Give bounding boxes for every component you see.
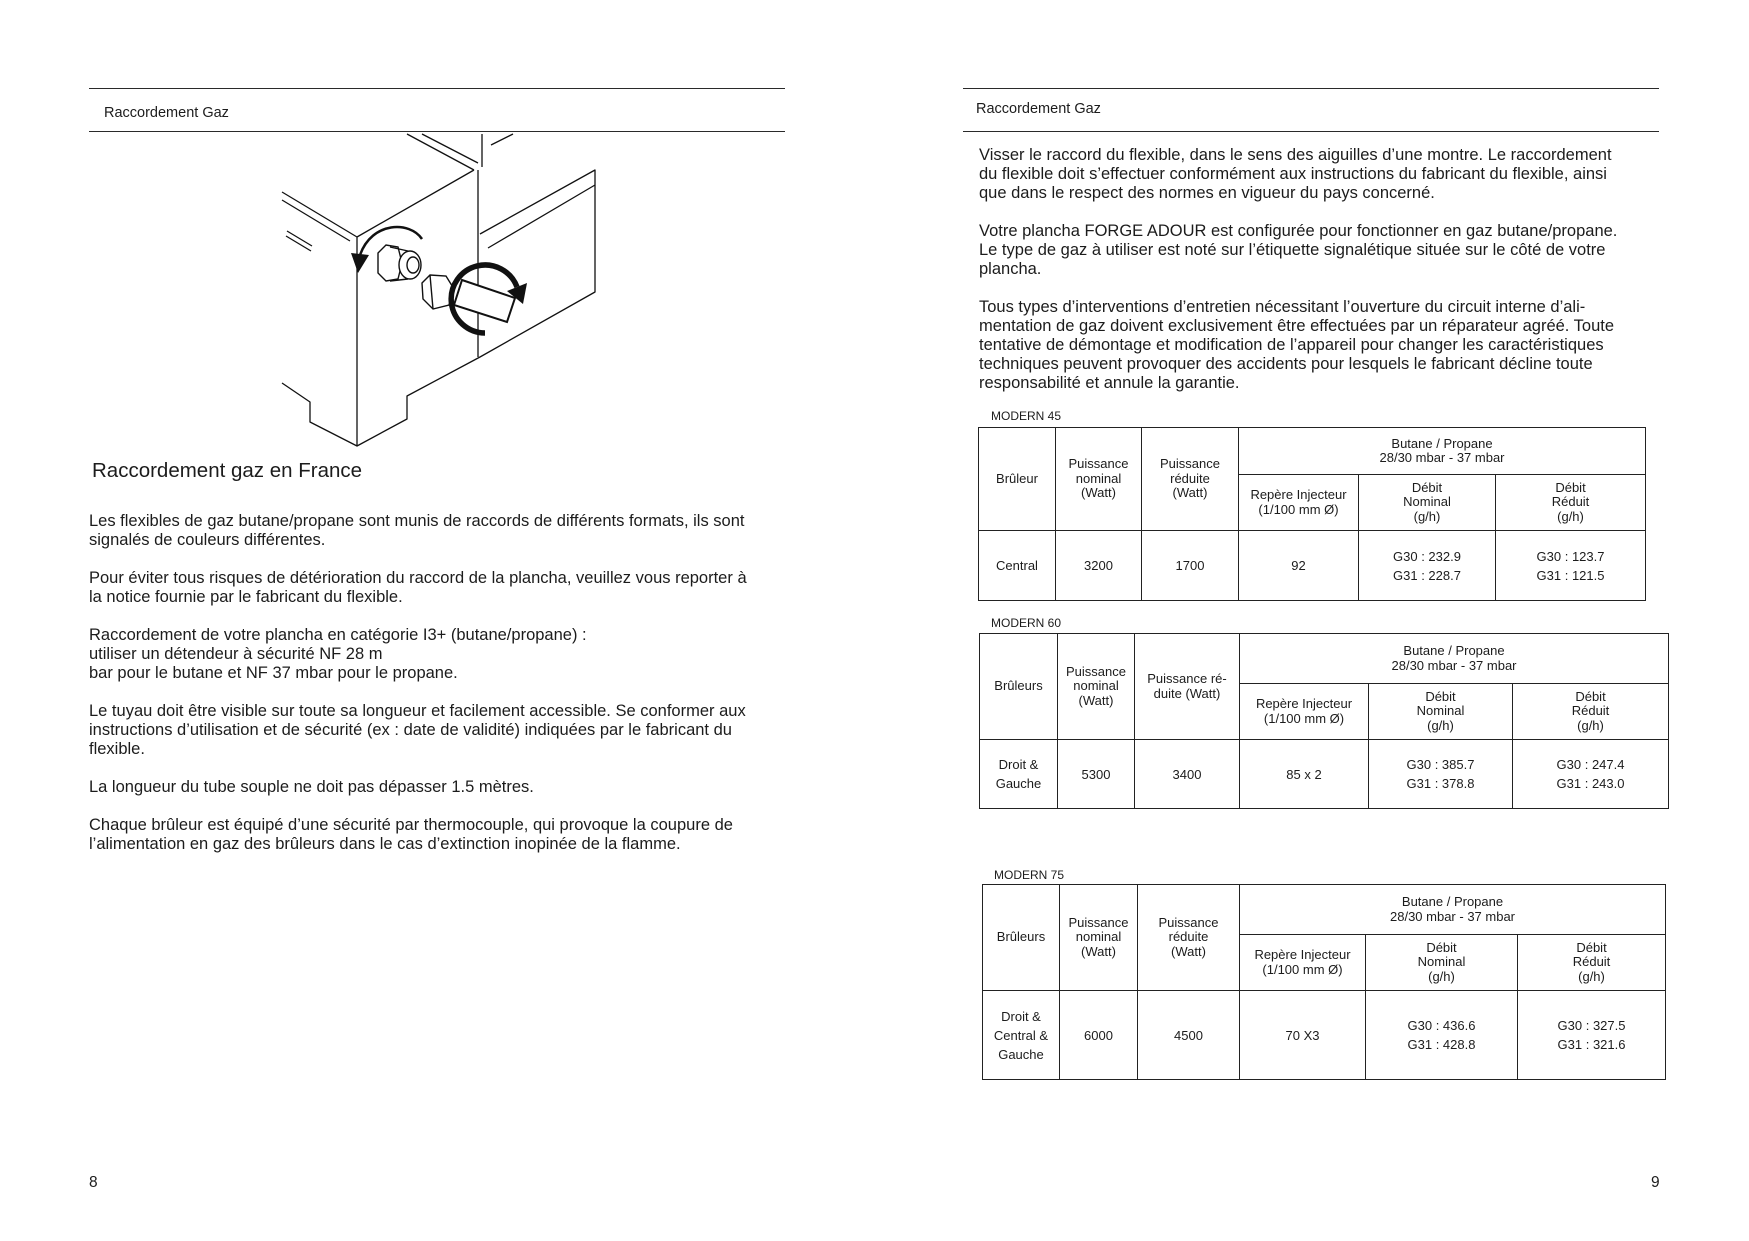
th-gas-group: Butane / Propane 28/30 mbar - 37 mbar bbox=[1240, 885, 1666, 935]
th-flow-nominal: Débit Nominal (g/h) bbox=[1359, 475, 1496, 531]
section-title: Raccordement gaz en France bbox=[92, 459, 363, 482]
cell-flow-nominal: G30 : 232.9 G31 : 228.7 bbox=[1359, 531, 1496, 601]
data-row bbox=[983, 991, 1666, 1080]
cell-flow-nominal: G30 : 385.7 G31 : 378.8 bbox=[1369, 740, 1513, 809]
cell-flow-reduced: G30 : 123.7 G31 : 121.5 bbox=[1496, 531, 1646, 601]
header-rule-top bbox=[963, 88, 1659, 89]
paragraph: Raccordement de votre plancha en catégorie I3+ (butane/propane) : utiliser un détendeur à sécurité NF 28 m bar pour le butane et NF 37 mbar pour le propane. bbox=[89, 626, 587, 682]
paragraph: Les flexibles de gaz butane/propane sont munis de raccords de différents formats, ils sont signalés de couleurs différentes. bbox=[89, 512, 745, 549]
th-power-reduced: Puissance ré- duite (Watt) bbox=[1135, 634, 1240, 740]
data-row bbox=[980, 740, 1669, 809]
page-number: 9 bbox=[1651, 1174, 1660, 1191]
th-flow-nominal: Débit Nominal (g/h) bbox=[1366, 935, 1518, 991]
th-gas-group: Butane / Propane 28/30 mbar - 37 mbar bbox=[1240, 634, 1669, 684]
th-flow-nominal: Débit Nominal (g/h) bbox=[1369, 684, 1513, 740]
th-flow-reduced: Débit Réduit (g/h) bbox=[1518, 935, 1666, 991]
th-power-nominal: Puissance nominal (Watt) bbox=[1058, 634, 1135, 740]
th-power-reduced: Puissance réduite (Watt) bbox=[1138, 885, 1240, 991]
paragraph: Pour éviter tous risques de détérioration du raccord de la plancha, veuillez vous reporter à la notice fournie par le fabricant du flexible. bbox=[89, 569, 747, 606]
table-label-modern-45: MODERN 45 bbox=[991, 409, 1062, 423]
paragraph: Le tuyau doit être visible sur toute sa longueur et facilement accessible. Se conformer aux instructions d’utilisation et de sécurité (ex : date de validité) indiquées par le fabricant du flexible. bbox=[89, 702, 746, 758]
running-header: Raccordement Gaz bbox=[104, 105, 229, 121]
cell-power-reduced: 1700 bbox=[1142, 531, 1239, 601]
paragraph: Chaque brûleur est équipé d’une sécurité par thermocouple, qui provoque la coupure de l’alimentation en gaz des brûleurs dans le cas d’extinction inopinée de la flamme. bbox=[89, 816, 733, 853]
left-body-text bbox=[89, 512, 747, 873]
th-gas-group: Butane / Propane 28/30 mbar - 37 mbar bbox=[1239, 428, 1646, 475]
th-flow-reduced: Débit Réduit (g/h) bbox=[1513, 684, 1669, 740]
th-burner: Brûleurs bbox=[980, 634, 1058, 740]
header-rule-top bbox=[89, 88, 785, 89]
running-header: Raccordement Gaz bbox=[976, 101, 1101, 117]
cell-power-nominal: 6000 bbox=[1060, 991, 1138, 1080]
gas-inlet-fitting bbox=[378, 245, 421, 281]
cell-injector: 92 bbox=[1239, 531, 1359, 601]
th-injector: Repère Injecteur (1/100 mm Ø) bbox=[1240, 935, 1366, 991]
table-label-modern-75: MODERN 75 bbox=[994, 868, 1065, 882]
th-injector: Repère Injecteur (1/100 mm Ø) bbox=[1239, 475, 1359, 531]
cell-power-nominal: 5300 bbox=[1058, 740, 1135, 809]
th-power-reduced: Puissance réduite (Watt) bbox=[1142, 428, 1239, 531]
paragraph: Tous types d’interventions d’entretien nécessitant l’ouverture du circuit interne d’ali- mentation de gaz doivent exclusivement être effectuées par un réparateur agréé. Toute tentative de démontage et modification de l’appareil pour changer les caractéristiques techniques peuvent provoquer des accidents pour lesquels le fabricant décline toute responsabilité et annule la garantie. bbox=[979, 298, 1615, 392]
th-power-nominal: Puissance nominal (Watt) bbox=[1060, 885, 1138, 991]
right-body-text bbox=[979, 146, 1617, 412]
paragraph: Votre plancha FORGE ADOUR est configurée pour fonctionner en gaz butane/propane. Le type de gaz à utiliser est noté sur l’étiquette signalétique située sur le côté de votre plancha. bbox=[979, 222, 1618, 278]
page-number: 8 bbox=[89, 1174, 98, 1191]
header-row bbox=[980, 634, 1669, 684]
th-power-nominal: Puissance nominal (Watt) bbox=[1056, 428, 1142, 531]
cell-flow-reduced: G30 : 247.4 G31 : 243.0 bbox=[1513, 740, 1669, 809]
header-rule-bottom bbox=[963, 131, 1659, 132]
paragraph: Visser le raccord du flexible, dans le sens des aiguilles d’une montre. Le raccordement du flexible doit s’effectuer conformément aux instructions du fabricant du flexible, ainsi que dans le respect des normes en vigueur du pays concerné. bbox=[979, 146, 1612, 202]
cell-power-reduced: 3400 bbox=[1135, 740, 1240, 809]
specs-table-modern-60 bbox=[979, 633, 1669, 809]
cell-burner: Droit & Gauche bbox=[980, 740, 1058, 809]
specs-table-modern-75 bbox=[982, 884, 1666, 1080]
th-burner: Brûleurs bbox=[983, 885, 1060, 991]
th-burner: Brûleur bbox=[979, 428, 1056, 531]
cell-burner: Central bbox=[979, 531, 1056, 601]
cell-power-reduced: 4500 bbox=[1138, 991, 1240, 1080]
cell-burner: Droit & Central & Gauche bbox=[983, 991, 1060, 1080]
th-flow-reduced: Débit Réduit (g/h) bbox=[1496, 475, 1646, 531]
paragraph: La longueur du tube souple ne doit pas dépasser 1.5 mètres. bbox=[89, 778, 534, 796]
cell-injector: 70 X3 bbox=[1240, 991, 1366, 1080]
data-row bbox=[979, 531, 1646, 601]
cell-flow-reduced: G30 : 327.5 G31 : 321.6 bbox=[1518, 991, 1666, 1080]
header-row bbox=[979, 428, 1646, 475]
th-injector: Repère Injecteur (1/100 mm Ø) bbox=[1240, 684, 1369, 740]
flexible-hose bbox=[454, 280, 515, 322]
cell-injector: 85 x 2 bbox=[1240, 740, 1369, 809]
table-label-modern-60: MODERN 60 bbox=[991, 616, 1062, 630]
cell-flow-nominal: G30 : 436.6 G31 : 428.8 bbox=[1366, 991, 1518, 1080]
specs-table-modern-45 bbox=[978, 427, 1646, 601]
header-row bbox=[983, 885, 1666, 935]
gas-connection-illustration bbox=[270, 131, 610, 451]
cell-power-nominal: 3200 bbox=[1056, 531, 1142, 601]
